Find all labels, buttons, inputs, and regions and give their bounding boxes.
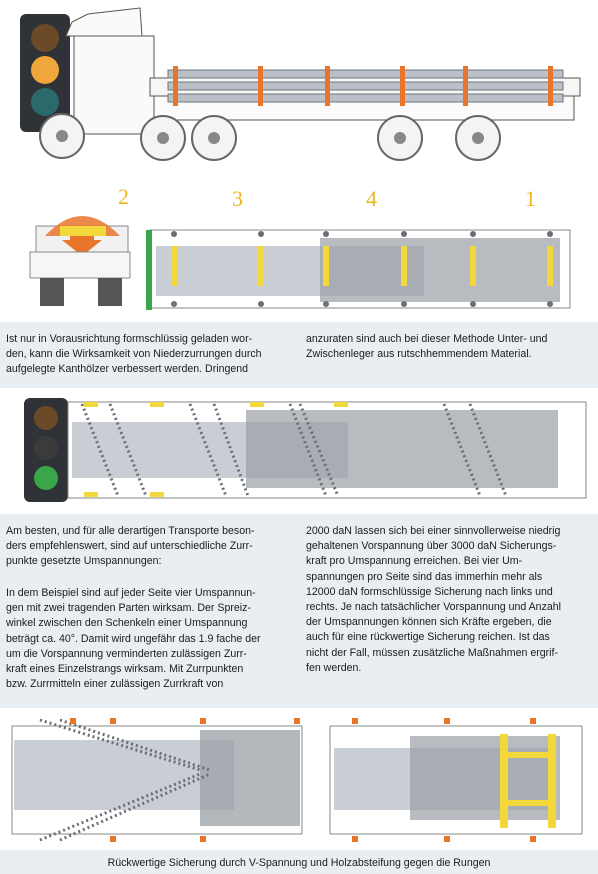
- figure-panel-1: [0, 0, 598, 322]
- figure-panel-3: [0, 708, 598, 850]
- trailer-umspannung-view: [0, 388, 598, 514]
- text-block-2-left-p2: In dem Beispiel sind auf jeder Seite vier Umspannun- gen mit zwei tragenden Parten wirksam. Der Spreiz- winkel zwischen den Schenkeln einer Umspannung beträgt ca. 40°. Damit wird ungefähr das 1.9 fache der um die Vorspannung verminderten zulässigen Zurr- kraft eines Einzelstrangs wirksam. Mit Zurrpunkten bzw. Zurrmitteln einer zulässigen Zurrkraft von: [6, 587, 261, 691]
- rear-view: [30, 216, 130, 306]
- figure-label-2: 2: [118, 184, 129, 209]
- text-block-1-right: anzuraten sind auch bei dieser Methode Unter- und Zwischenleger aus rutschhemmendem Material.: [306, 333, 548, 361]
- traffic-light-icon: [24, 398, 68, 502]
- text-block-2-right: 2000 daN lassen sich bei einer sinnvollerweise niedrig gehaltenen Vorspannung über 3000 daN Sicherungs- kraft pro Umspannung erreichen. Bei vier Um- spannungen pro Seite sind das immerhin mehr als 12000 daN formschlüssige Sicherung nach links und rechts. Je nach tatsächlicher Vorspannung und Anzahl der Umspannungen können sich Kräfte ergeben, die auch für eine rückwertige Sicherung reichen. Ist das nicht der Fall, müssen zusätzliche Maßnahmen ergrif- fen werden.: [306, 525, 562, 674]
- figure-label-1: 1: [525, 186, 536, 211]
- figure-caption: Rückwertige Sicherung durch V-Spannung und Holzabsteifung gegen die Rungen: [107, 857, 491, 869]
- figure-panel-2: [0, 388, 598, 514]
- figure-label-4: 4: [366, 186, 377, 211]
- trailer-top-view: [146, 230, 570, 310]
- text-block-1-left: Ist nur in Vorausrichtung formschlüssig geladen wor- den, kann die Wirksamkeit von Niederzurrungen durch aufgelegte Kanthölzer verbessert werden. Dringend: [6, 333, 262, 376]
- truck-illustration: [0, 0, 598, 322]
- rear-securing-views: [0, 708, 598, 850]
- figure-label-3: 3: [232, 186, 243, 211]
- text-block-2-left-p1: Am besten, und für alle derartigen Transporte beson- ders empfehlenswert, sind auf unterschiedliche Zurr- punkte gesetzte Umspannungen:: [6, 525, 255, 568]
